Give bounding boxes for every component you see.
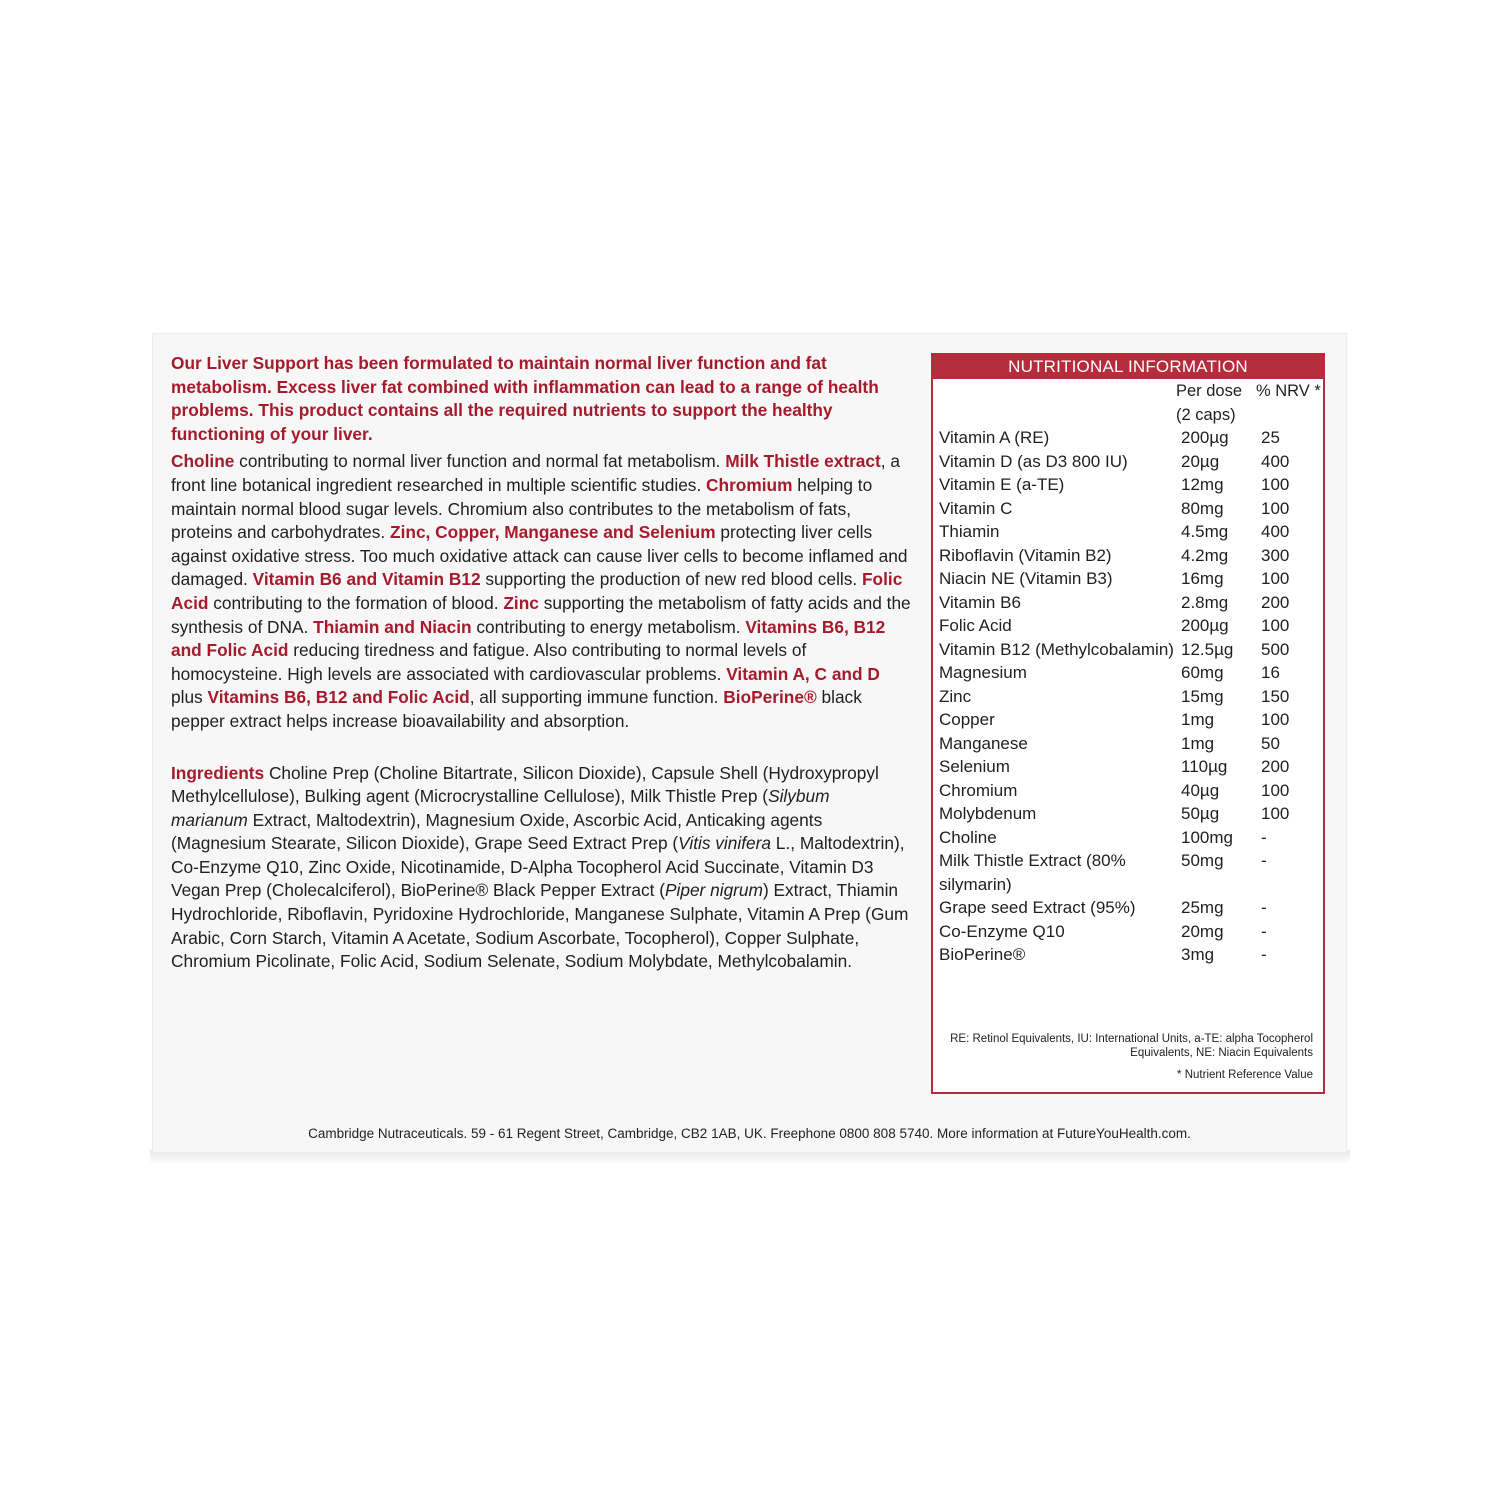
benefit-text: contributing to the formation of blood. [208,592,504,613]
nutrient-nrv: 200 [1261,757,1290,776]
nutrient-highlight: Vitamin A, C and D [726,663,880,684]
benefits-text [171,450,911,733]
ingredient-text: Extract, Maltodextrin), Magnesium Oxide, Ascorbic Acid, Anticaking agents (Magnesium Stearate, Silicon Dioxide), Grape Seed Extract Prep ( [171,809,823,854]
nutrient-name: Niacin NE (Vitamin B3) [939,569,1113,588]
benefit-text: , a front line botanical ingredient researched in multiple scientific studies. [171,451,901,495]
nutrient-dose: 4.5mg [1181,522,1229,541]
ingredients-label: Ingredients [171,762,265,783]
nutrient-dose: 2.8mg [1181,592,1229,612]
nutrient-nrv: - [1261,945,1267,964]
nutrient-dose: 200µg [1181,616,1229,635]
ingredient-text: L., Maltodextrin), Co-Enzyme Q10, Zinc Oxide, Nicotinamide, D-Alpha Tocopherol Acid Succinate, Vitamin D3 Vegan Prep (Cholecalciferol), BioPerine® Black Pepper Extract ( [171,833,905,901]
benefit-text: , all supporting immune function. [469,687,724,708]
nutrient-highlight: Thiamin and Niacin [313,616,472,637]
abbreviation-footnote: RE: Retinol Equivalents, IU: International Units, a-TE: alpha Tocopherol Equivalents, NE: Niacin Equivalents [950,1033,1313,1059]
nutrient-nrv: 100 [1261,804,1290,823]
nutrient-name: Manganese [939,733,1028,753]
nutrient-nrv: 100 [1261,498,1290,518]
nutrient-name: Grape seed Extract (95%) [939,898,1136,917]
nutrient-name: Folic Acid [939,616,1012,635]
benefit-text: supporting the metabolism of fatty acids and the synthesis of DNA. [171,592,911,637]
nutrition-row [939,591,1323,615]
col-nrv: % NRV * [1256,382,1321,400]
nutrition-column-headers [933,379,1323,426]
nutrition-row [939,849,1323,896]
nutrient-name: Zinc [939,686,972,706]
nutrient-nrv: 100 [1261,710,1290,729]
nutrient-nrv: 200 [1261,592,1290,612]
nutrient-dose: 12.5µg [1181,639,1234,659]
nutrient-dose: 1mg [1181,733,1215,753]
nutrition-row [939,732,1323,756]
nutrient-name: Vitamin A (RE) [939,428,1050,447]
nutrient-nrv: 16 [1261,663,1280,682]
nutrient-nrv: 100 [1261,475,1290,494]
nutrient-highlight: Vitamins B6, B12 and Folic Acid [171,616,886,661]
nutrient-nrv: - [1261,898,1267,917]
nutrient-name: Vitamin C [939,498,1013,518]
nutrient-nrv: 100 [1261,569,1290,588]
nutrient-highlight: Folic Acid [171,569,903,613]
nutrient-nrv: - [1261,921,1267,941]
nutrient-nrv: 100 [1261,616,1290,635]
benefit-text: plus [171,687,208,708]
nutrition-row [939,896,1323,920]
description-column [171,352,911,974]
nutrient-name: Selenium [939,757,1010,776]
nutrition-row [939,614,1323,638]
nutrition-table [931,353,1325,1094]
nutrition-row [939,497,1323,521]
product-label-panel [152,333,1347,1153]
nutrition-footnotes [943,1032,1313,1082]
ingredients-text [171,762,911,974]
nutrient-name: Choline [939,827,997,847]
nutrient-highlight: BioPerine® [723,687,817,708]
benefit-text: protecting liver cells against oxidative stress. Too much oxidative attack can cause liver cells to become inflamed and damaged. [171,522,908,590]
nutrient-highlight: Zinc [503,592,539,613]
nutrient-highlight: Vitamins B6, B12 and Folic Acid [207,687,470,708]
nutrient-name: Vitamin D (as D3 800 IU) [939,451,1128,471]
nutrient-nrv: 100 [1261,780,1290,800]
nrv-footnote: * Nutrient Reference Value [1177,1069,1313,1081]
benefit-text: supporting the production of new red blood cells. [480,569,862,590]
ingredient-text: Choline Prep (Choline Bitartrate, Silicon Dioxide), Capsule Shell (Hydroxypropyl Methylcellulose), Bulking agent (Microcrystalline Cellulose), Milk Thistle Prep ( [171,762,879,807]
nutrient-highlight: Choline [171,451,235,472]
nutrient-dose: 3mg [1181,945,1215,964]
nutrient-name: Molybdenum [939,804,1037,823]
nutrient-name: Chromium [939,780,1018,800]
benefit-text: black pepper extract helps increase bioavailability and absorption. [171,687,862,731]
latin-name: Vitis vinifera [678,833,771,854]
latin-name: Silybum marianum [171,786,830,830]
nutrient-nrv: 400 [1261,522,1290,541]
nutrient-dose: 60mg [1181,663,1224,682]
nutrition-row [939,638,1323,662]
nutrition-row [939,943,1323,967]
nutrient-name: Milk Thistle Extract (80% silymarin) [939,851,1126,894]
nutrient-name: Co-Enzyme Q10 [939,921,1065,941]
nutrition-row [939,920,1323,944]
nutrient-nrv: 500 [1261,639,1290,659]
benefit-text: helping to maintain normal blood sugar levels. Chromium also contributes to the metabolism of fats, proteins and carbohydrates. [171,474,873,543]
nutrient-dose: 20µg [1181,451,1220,471]
nutrition-row [939,544,1323,568]
nutrient-dose: 50µg [1181,804,1220,823]
nutrient-nrv: 25 [1261,428,1280,447]
nutrition-row [939,802,1323,826]
benefit-text: contributing to normal liver function and normal fat metabolism. [234,451,726,472]
nutrient-nrv: - [1261,851,1267,870]
company-footer: Cambridge Nutraceuticals. 59 - 61 Regent Street, Cambridge, CB2 1AB, UK. Freephone 0800 808 5740. More information at FutureYouHealth.com. [308,1126,1191,1141]
nutrition-row [939,661,1323,685]
nutrition-row [939,567,1323,591]
ingredient-text: ) Extract, Thiamin Hydrochloride, Riboflavin, Pyridoxine Hydrochloride, Manganese Sulphate, Vitamin A Prep (Gum Arabic, Corn Starch, Vitamin A Acetate, Sodium Ascorbate, Tocopherol), Copper Sulphate, Chromium Picolinate, Folic Acid, Sodium Selenate, Sodium Molybdate, Methylcobalamin. [171,880,909,972]
benefit-text: reducing tiredness and fatigue. Also contributing to normal levels of homocysteine. High levels are associated with cardiovascular problems. [171,640,807,684]
nutrient-nrv: 300 [1261,545,1290,565]
nutrient-dose: 20mg [1181,921,1224,941]
nutrient-nrv: 400 [1261,451,1290,471]
nutrient-dose: 1mg [1181,710,1215,729]
nutrient-dose: 25mg [1181,898,1224,917]
nutrient-name: Vitamin B12 (Methylcobalamin) [939,639,1174,659]
nutrient-dose: 110µg [1181,757,1228,776]
nutrient-name: Magnesium [939,663,1027,682]
nutrient-dose: 200µg [1181,428,1229,447]
nutrient-dose: 80mg [1181,498,1224,518]
benefit-text: contributing to energy metabolism. [471,616,746,637]
nutrient-highlight: Milk Thistle extract [725,451,881,472]
nutrient-dose: 40µg [1181,780,1220,800]
nutrition-rows [933,426,1323,967]
nutrient-name: Thiamin [939,522,1000,541]
nutrition-row [939,426,1323,450]
nutrition-row [939,450,1323,474]
nutrition-row [939,708,1323,732]
nutrient-highlight: Chromium [706,474,793,495]
nutrient-name: Vitamin B6 [939,592,1021,612]
latin-name: Piper nigrum [664,880,763,901]
nutrition-row [939,520,1323,544]
col-per-dose: Per dose (2 caps) [1176,382,1243,424]
nutrient-dose: 4.2mg [1181,545,1229,565]
nutrient-name: Vitamin E (a-TE) [939,475,1065,494]
nutrient-dose: 50mg [1181,851,1224,870]
nutrient-dose: 16mg [1181,569,1224,588]
nutrient-dose: 12mg [1181,475,1224,494]
nutrition-row [939,473,1323,497]
nutrition-row [939,685,1323,709]
nutrient-nrv: 50 [1261,733,1280,753]
nutrition-row [939,755,1323,779]
nutrient-name: Riboflavin (Vitamin B2) [939,545,1112,565]
nutrient-name: BioPerine® [939,945,1026,964]
nutrition-row [939,826,1323,850]
intro-text: Our Liver Support has been formulated to maintain normal liver function and fat metabolism. Excess liver fat combined with inflammation can lead to a range of health problems. This product contains all the required nutrients to support the healthy functioning of your liver. [171,353,879,444]
nutrient-dose: 15mg [1181,686,1224,706]
nutrient-nrv: 150 [1261,686,1290,706]
nutrient-dose: 100mg [1181,827,1233,847]
nutrient-name: Copper [939,710,995,729]
nutrition-title: NUTRITIONAL INFORMATION [933,355,1323,379]
nutrient-nrv: - [1261,827,1267,847]
nutrition-row [939,779,1323,803]
nutrient-highlight: Vitamin B6 and Vitamin B12 [252,569,481,590]
nutrient-highlight: Zinc, Copper, Manganese and Selenium [390,522,716,543]
